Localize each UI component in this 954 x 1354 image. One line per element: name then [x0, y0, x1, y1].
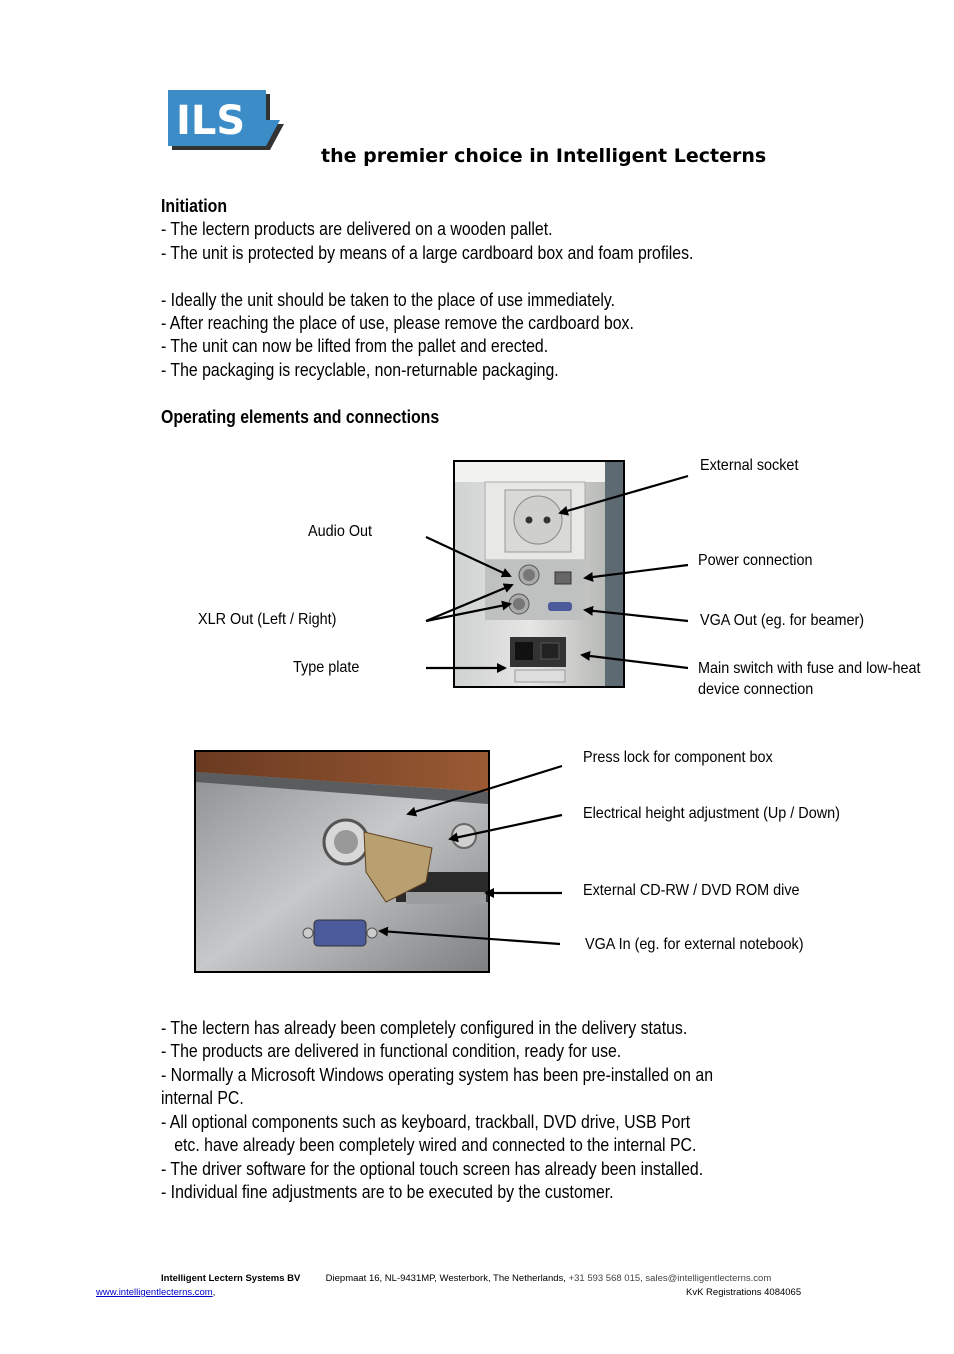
- label-power-connection: Power connection: [698, 552, 813, 569]
- label-audio-out: Audio Out: [308, 523, 373, 540]
- label-main-switch-cont: device connection: [698, 681, 814, 698]
- note-line: - All optional components such as keyboard, trackball, DVD drive, USB Port: [161, 1112, 691, 1132]
- initiation-line: - The packaging is recyclable, non-returnable packaging.: [161, 360, 559, 380]
- footer-address: Diepmaat 16, NL-9431MP, Westerbork, The Netherlands,: [325, 1273, 569, 1284]
- label-height-adjust: Electrical height adjustment (Up / Down): [583, 805, 840, 822]
- arrow-main-switch: [582, 655, 688, 668]
- arrow-xlr-left: [426, 585, 512, 621]
- footer-contact: +31 593 568 015, sales@intelligentlecterns.com: [568, 1273, 772, 1284]
- note-line: internal PC.: [161, 1088, 244, 1108]
- note-line: - The lectern has already been completely configured in the delivery status.: [161, 1018, 688, 1038]
- label-xlr-out: XLR Out (Left / Right): [198, 611, 337, 628]
- label-cd-drive: External CD-RW / DVD ROM dive: [583, 882, 800, 899]
- arrow-audio-out: [426, 537, 510, 576]
- footer-website-link[interactable]: www.intelligentlecterns.com: [96, 1287, 213, 1298]
- logo-text: ILS: [176, 98, 246, 144]
- arrow-external-socket: [560, 476, 688, 513]
- arrow-vga-in: [380, 931, 560, 944]
- footer-line-1: [161, 1273, 771, 1284]
- label-external-socket: External socket: [700, 457, 799, 474]
- initiation-line: - The unit is protected by means of a large cardboard box and foam profiles.: [161, 243, 694, 263]
- initiation-line: - The unit can now be lifted from the pallet and erected.: [161, 336, 549, 356]
- arrow-press-lock: [408, 766, 562, 814]
- note-line: - The driver software for the optional touch screen has already been installed.: [161, 1159, 704, 1179]
- note-line: etc. have already been completely wired and connected to the internal PC.: [161, 1135, 697, 1155]
- label-vga-in: VGA In (eg. for external notebook): [585, 936, 804, 953]
- initiation-line: - Ideally the unit should be taken to the place of use immediately.: [161, 290, 616, 310]
- initiation-heading: Initiation: [161, 196, 227, 216]
- footer-registration: KvK Registrations 4084065: [686, 1287, 802, 1298]
- footer-company: Intelligent Lectern Systems BV: [161, 1273, 301, 1284]
- label-type-plate: Type plate: [293, 659, 360, 676]
- arrow-xlr-right: [426, 604, 510, 621]
- arrow-vga-out: [585, 610, 688, 621]
- label-press-lock: Press lock for component box: [583, 749, 773, 766]
- arrow-height-adjust: [450, 815, 562, 839]
- note-line: - The products are delivered in functional condition, ready for use.: [161, 1041, 622, 1061]
- note-line: - Normally a Microsoft Windows operating system has been pre-installed on an: [161, 1065, 714, 1085]
- footer-line-2: [96, 1287, 215, 1298]
- label-main-switch: Main switch with fuse and low-heat: [698, 660, 921, 677]
- note-line: - Individual fine adjustments are to be executed by the customer.: [161, 1182, 614, 1202]
- initiation-line: - The lectern products are delivered on a wooden pallet.: [161, 219, 553, 239]
- operating-heading: Operating elements and connections: [161, 407, 440, 427]
- tagline: the premier choice in Intelligent Lecterns: [321, 145, 767, 167]
- arrow-power-connection: [585, 565, 688, 578]
- footer-website-suffix: ,: [212, 1287, 216, 1298]
- label-vga-out: VGA Out (eg. for beamer): [700, 612, 865, 629]
- initiation-line: - After reaching the place of use, please remove the cardboard box.: [161, 313, 634, 333]
